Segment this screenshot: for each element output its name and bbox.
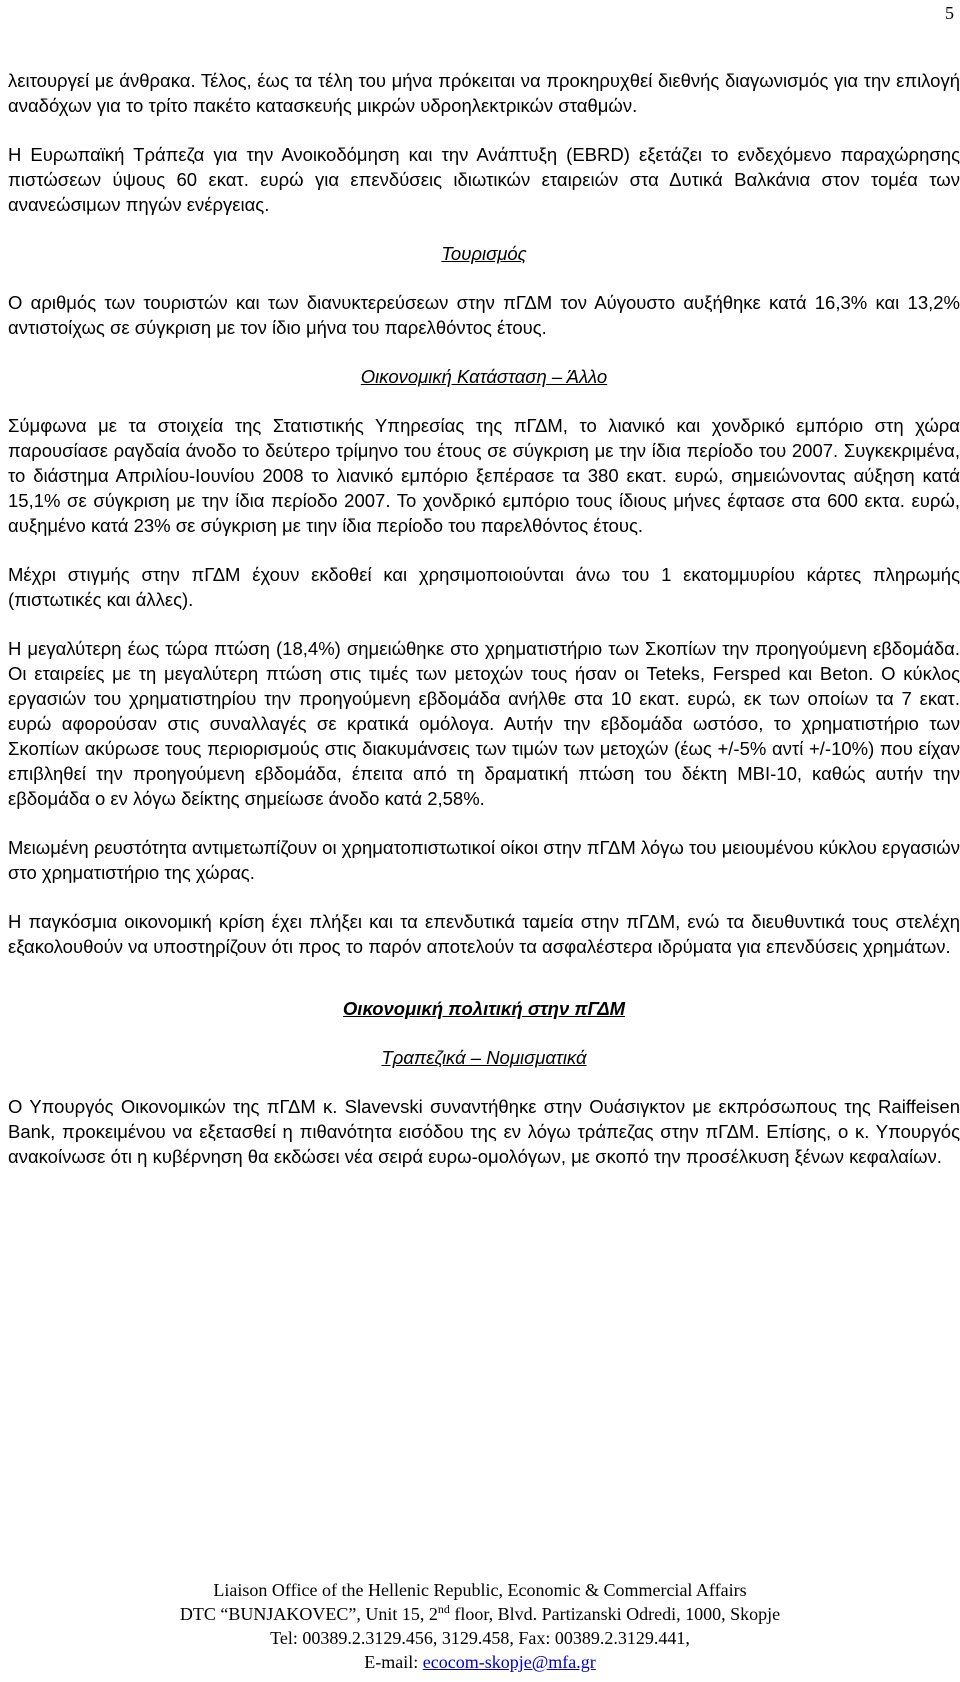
footer-email-label: E-mail: — [364, 1652, 423, 1672]
paragraph-stock-exchange: Η μεγαλύτερη έως τώρα πτώση (18,4%) σημειώθηκε στο χρηματιστήριο των Σκοπίων την προηγούμενη εβδομάδα. Οι εταιρείες με τη μεγαλύτερη πτώση στις τιμές των μετοχών τους ήσαν οι Teteks, Fersped και Beton. Ο κύκλος εργασιών του χρηματιστηρίου την προηγούμενη εβδομάδα ανήλθε στα 10 εκατ. ευρώ, εκ των οποίων τα 7 εκατ. ευρώ αφορούσαν στις συναλλαγές σε κρατικά ομόλογα. Αυτήν την εβδομάδα ωστόσο, το χρηματιστήριο των Σκοπίων ακύρωσε τους περιορισμούς στις διακυμάνσεις των τιμών των μετοχών (έως +/-5% αντί +/-10%) που είχαν επιβληθεί την προηγούμενη εβδομάδα, έπειτα από τη δραματική πτώση του δέκτη MBI-10, καθώς αυτήν την εβδομάδα ο εν λόγω δείκτης σημείωσε άνοδο κατά 2,58%. — [8, 638, 960, 809]
paragraph-minister-meeting: Ο Υπουργός Οικονομικών της πΓΔΜ κ. Slavevski συναντήθηκε στην Ουάσιγκτον με εκπρόσωπους της Raiffeisen Bank, προκειμένου να εξετασθεί η πιθανότητα εισόδου της εν λόγω τράπεζας στην πΓΔΜ. Επίσης, ο κ. Υπουργός ανακοίνωσε ότι η κυβέρνηση θα εκδώσει νέα σειρά ευρω-ομολόγων, με σκοπό την προσέλκυση ξένων κεφαλαίων. — [8, 1096, 960, 1167]
heading-economic-policy: Οικονομική πολιτική στην πΓΔΜ — [342, 998, 626, 1019]
heading-economy-other: Οικονομική Κατάσταση – Άλλο — [360, 366, 608, 387]
paragraph-tourism: Ο αριθμός των τουριστών και των διανυκτερεύσεων στην πΓΔΜ τον Αύγουστο αυξήθηκε κατά 16,3% και 13,2% αντιστοίχως σε σύγκριση με τον ίδιο μήνα του παρελθόντος έτους. — [8, 292, 960, 338]
paragraph-coal-hydro: λειτουργεί με άνθρακα. Τέλος, έως τα τέλη του μήνα πρόκειται να προκηρυχθεί διεθνής διαγωνισμός για την επιλογή αναδόχων για το τρίτο πακέτο κατασκευής μικρών υδροηλεκτρικών σταθμών. — [8, 70, 960, 116]
footer-floor-ordinal: nd — [437, 1602, 450, 1616]
paragraph-ebrd: Η Ευρωπαϊκή Τράπεζα για την Ανοικοδόμηση και την Ανάπτυξη (EBRD) εξετάζει το ενδεχόμενο παραχώρησης πιστώσεων ύψους 60 εκατ. ευρώ για επενδύσεις ιδιωτικών εταιρειών στα Δυτικά Βαλκάνια στον τομέα των ανανεώσιμων πηγών ενέργειας. — [8, 144, 960, 215]
paragraph-liquidity: Μειωμένη ρευστότητα αντιμετωπίζουν οι χρηματοπιστωτικοί οίκοι στην πΓΔΜ λόγω του μειουμένου κύκλου εργασιών στο χρηματιστήριο της χώρας. — [8, 837, 960, 883]
paragraph-investment-funds: Η παγκόσμια οικονομική κρίση έχει πλήξει και τα επενδυτικά ταμεία στην πΓΔΜ, ενώ τα διευθυντικά τους στελέχη εξακολουθούν να υποστηρίζουν ότι προς το παρόν αποτελούν τα ασφαλέστερα ιδρύματα για επενδύσεις χρημάτων. — [8, 911, 960, 957]
footer-address-line — [0, 1602, 960, 1626]
footer-address-part1: DTC “BUNJAKOVEC”, Unit 15, 2 — [179, 1604, 438, 1624]
document-body — [8, 68, 960, 1169]
heading-banking: Τραπεζικά – Νομισματικά — [381, 1047, 587, 1068]
paragraph-retail-trade: Σύμφωνα με τα στοιχεία της Στατιστικής Υπηρεσίας της πΓΔΜ, το λιανικό και χονδρικό εμπόριο στη χώρα παρουσίασε ραγδαία άνοδο το δεύτερο τρίμηνο του έτους σε σύγκριση με την ίδια περίοδο του 2007. Συγκεκριμένα, το διάστημα Απριλίου-Ιουνίου 2008 το λιανικό εμπόριο ξεπέρασε τα 380 εκατ. ευρώ, σημειώνοντας αύξηση κατά 15,1% σε σύγκριση με την ίδια περίοδο 2007. Το χονδρικό εμπόριο τους ίδιους μήνες έφτασε στα 600 εκτα. ευρώ, αυξημένο κατά 23% σε σύγκριση με τιην ίδια περίοδο του παρελθόντος έτους. — [8, 415, 960, 536]
footer-email-link[interactable]: ecocom-skopje@mfa.gr — [422, 1652, 596, 1672]
footer-address-part2: floor, Blvd. Partizanski Odredi, 1000, Skopje — [449, 1604, 781, 1624]
page-footer — [0, 1578, 960, 1674]
footer-office-line: Liaison Office of the Hellenic Republic, Economic & Commercial Affairs — [213, 1580, 747, 1600]
paragraph-payment-cards: Μέχρι στιγμής στην πΓΔΜ έχουν εκδοθεί και χρησιμοποιούνται άνω του 1 εκατομμυρίου κάρτες πληρωμής (πιστωτικές και άλλες). — [8, 564, 960, 610]
page-number: 5 — [945, 3, 954, 23]
footer-email-line — [0, 1650, 960, 1674]
heading-tourism: Τουρισμός — [441, 243, 527, 264]
footer-phone-line: Tel: 00389.2.3129.456, 3129.458, Fax: 00389.2.3129.441, — [270, 1628, 690, 1648]
